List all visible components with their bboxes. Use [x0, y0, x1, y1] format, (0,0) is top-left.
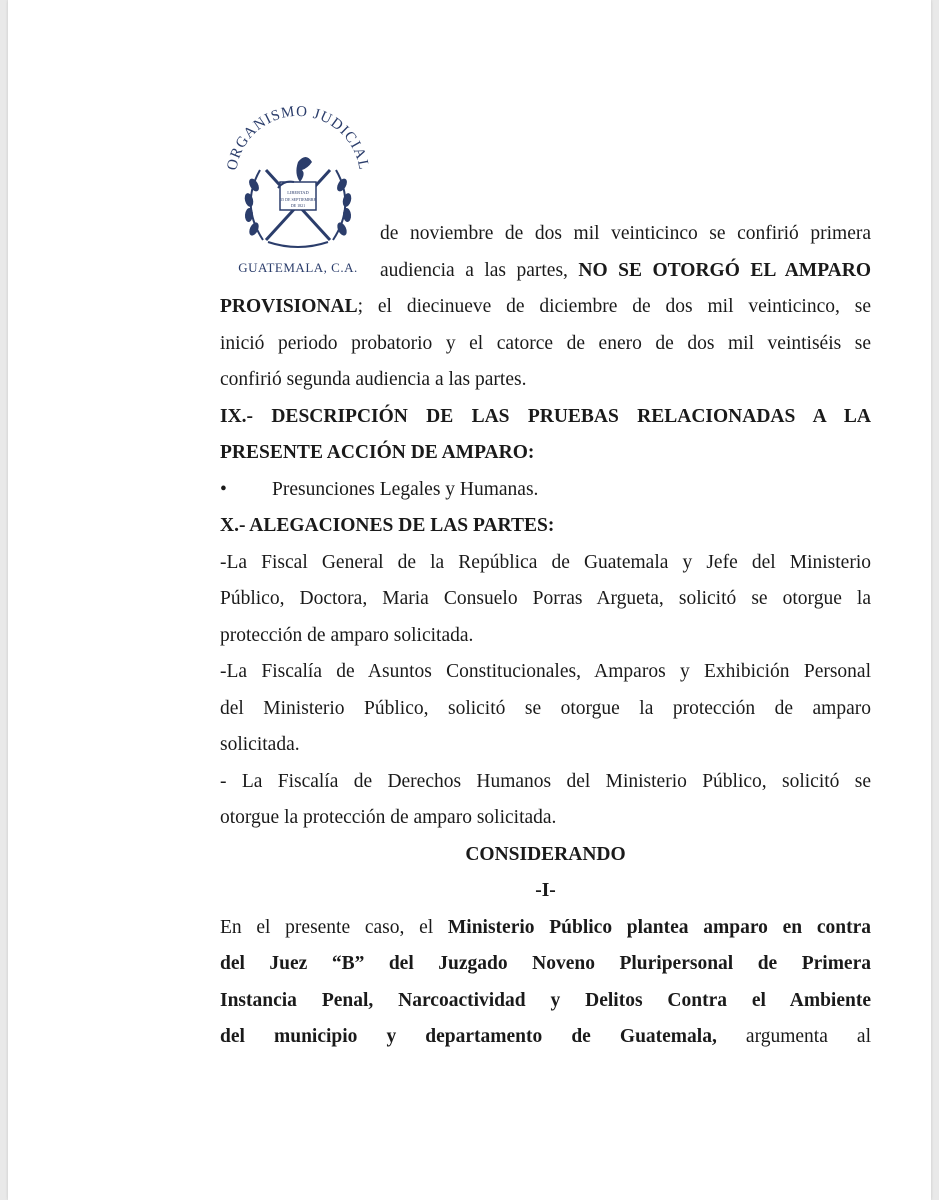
considerando-heading: CONSIDERANDO	[465, 843, 626, 865]
text-line: otorgue la protección de amparo solicitada.	[220, 807, 557, 828]
bullet-icon: •	[220, 478, 227, 500]
text-line: de noviembre de dos mil veinticinco se confirió primera	[380, 223, 871, 244]
svg-text:GUATEMALA, C.A.: GUATEMALA, C.A.	[238, 260, 358, 275]
svg-text:15 DE SEPTIEMBRE: 15 DE SEPTIEMBRE	[280, 197, 316, 202]
document-page	[8, 0, 931, 1200]
svg-text:ORGANISMO JUDICIAL: ORGANISMO JUDICIAL	[224, 103, 372, 172]
text-line: Instancia Penal, Narcoactividad y Delitos Contra el Ambiente	[220, 989, 871, 1011]
text-line: Público, Doctora, Maria Consuelo Porras Argueta, solicitó se otorgue la	[220, 588, 871, 609]
text-line: - La Fiscalía de Derechos Humanos del Ministerio Público, solicitó se	[220, 770, 871, 792]
svg-text:LIBERTAD: LIBERTAD	[287, 190, 309, 195]
bullet-item: • Presunciones Legales y Humanas.	[220, 472, 871, 509]
considerando-numeral: -I-	[535, 880, 556, 901]
text-line: En el presente caso, el Ministerio Público plantea amparo en contra	[220, 916, 871, 938]
text-line: -La Fiscalía de Asuntos Constitucionales, Amparos y Exhibición Personal	[220, 661, 871, 682]
section-ix-title: IX.- DESCRIPCIÓN DE LAS PRUEBAS RELACIONADAS A LA	[220, 405, 871, 427]
paragraph-audiencias	[220, 289, 871, 1056]
text-line: protección de amparo solicitada.	[220, 624, 474, 646]
section-ix-title-cont: PRESENTE ACCIÓN DE AMPARO:	[220, 442, 535, 463]
text-line: del municipio y departamento de Guatemala, argumenta al	[220, 1026, 871, 1047]
judicial-seal-logo	[218, 100, 378, 280]
text-line: del Ministerio Público, solicitó se otorgue la protección de amparo	[220, 697, 871, 719]
section-x-title: X.- ALEGACIONES DE LAS PARTES:	[220, 515, 555, 536]
text-line: confirió segunda audiencia a las partes.	[220, 369, 527, 390]
text-line: del Juez “B” del Juzgado Noveno Pluripersonal de Primera	[220, 953, 871, 974]
text-line: PROVISIONAL; el diecinueve de diciembre de dos mil veinticinco, se	[220, 296, 871, 317]
text-line: -La Fiscal General de la República de Guatemala y Jefe del Ministerio	[220, 551, 871, 573]
text-line: solicitada.	[220, 734, 300, 755]
paragraph-audiencias-first-lines	[380, 216, 871, 289]
svg-text:DE 1821: DE 1821	[290, 203, 306, 208]
text-line: inició periodo probatorio y el catorce de enero de dos mil veintiséis se	[220, 332, 871, 354]
text-line: audiencia a las partes, NO SE OTORGÓ EL AMPARO	[380, 259, 871, 281]
